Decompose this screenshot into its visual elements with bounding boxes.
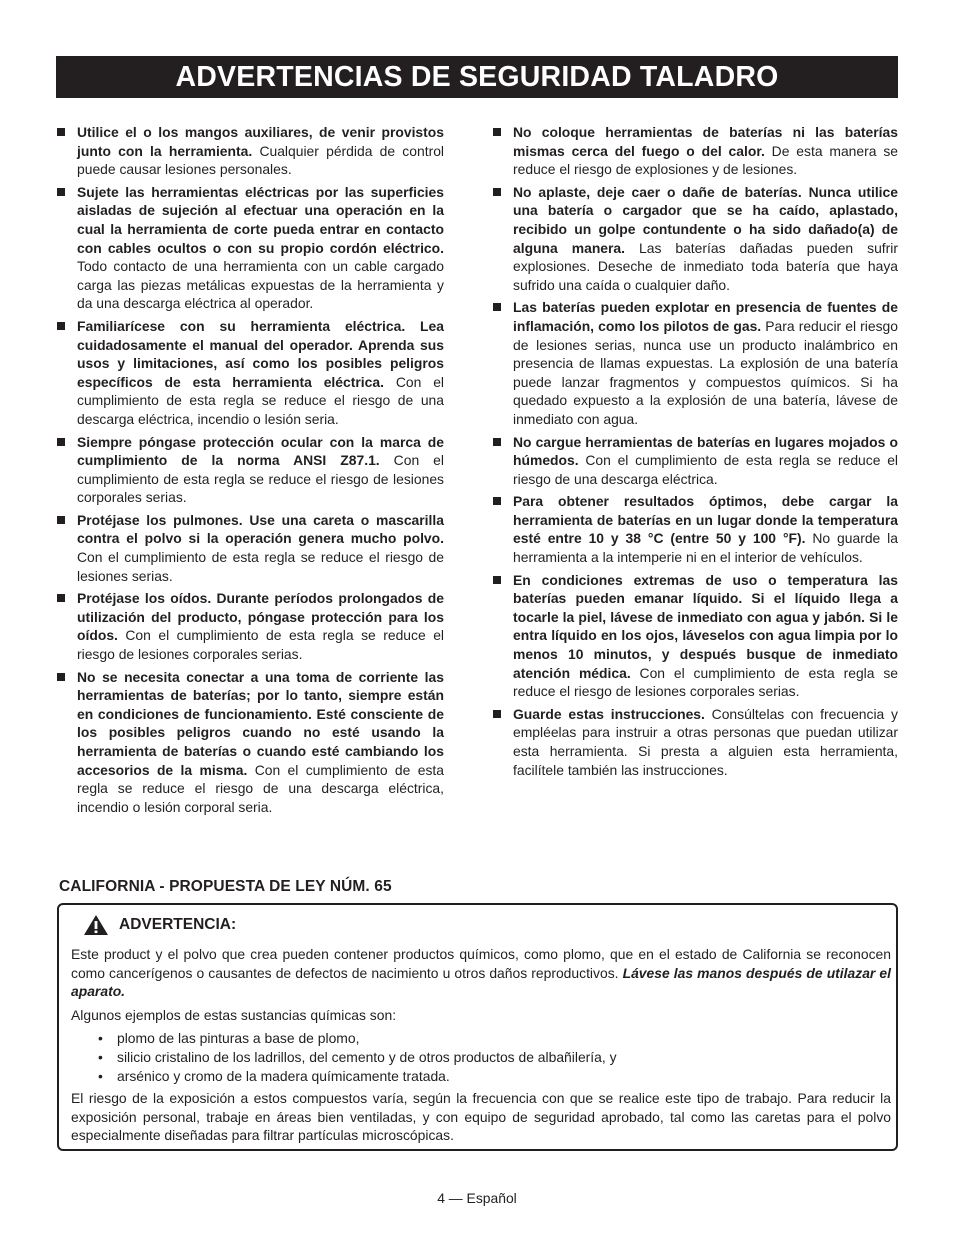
item-text: Para reducir el riesgo de lesiones serias, nunca use un producto inalámbrico en presencia de llamas expuestas. La explosión de una batería puede lanzar fragmentos y compuestos químicos. Si ha quedado expuesto a la explosión de una batería, lávese de inmediato con agua. <box>513 317 898 427</box>
item-text: Consúltelas con frecuencia y empléelas para instruir a otras personas que puedan utilizar esta herramienta. Si presta a alguien esta herramienta, facilítele también las instrucciones. <box>513 705 898 778</box>
item-bold: Familiarícese con su herramienta eléctrica. Lea cuidadosamente el manual del operador. Aprenda sus usos y limitaciones, así como los posibles peligros específicos de esta herramienta eléctrica. <box>77 317 444 390</box>
square-bullet-icon <box>493 497 501 505</box>
warning-paragraph <box>71 945 891 1001</box>
item-bold: En condiciones extremas de uso o temperatura las baterías pueden emanar líquido. Si el líquido llega a tocarle la piel, lávese de inmediato con agua y jabón. Si le entra líquido en los ojos, láveselos con agua limpia por lo menos 10 minutos, y después busque de inmediato atención médica. <box>513 571 898 681</box>
item-bold: No aplaste, deje caer o dañe de baterías. Nunca utilice una batería o cargador que se ha caído, aplastado, recibido un golpe contundente o ha sido dañado(a) de alguna manera. <box>513 183 898 256</box>
warning-emphasis: Lávese las manos después de utilazar el aparato. <box>71 964 891 1000</box>
list-item <box>56 668 444 817</box>
square-bullet-icon <box>493 438 501 446</box>
item-text: Las baterías dañadas pueden sufrir explosiones. Deseche de inmediato toda batería que haya sufrido una caída o cualquier daño. <box>513 239 898 293</box>
warning-body <box>71 945 891 1150</box>
square-bullet-icon <box>493 710 501 718</box>
warning-box <box>57 903 898 1151</box>
square-bullet-icon <box>57 322 65 330</box>
bullet-dot-icon: • <box>98 1067 103 1084</box>
list-item <box>56 317 444 429</box>
square-bullet-icon <box>57 438 65 446</box>
bullet-dot-icon: • <box>98 1048 103 1065</box>
warning-triangle-icon <box>83 914 109 936</box>
examples-intro: Algunos ejemplos de estas sustancias químicas son: <box>71 1006 397 1023</box>
right-column <box>492 123 898 783</box>
page-title <box>56 56 898 98</box>
warning-header <box>83 914 236 936</box>
item-text: Con el cumplimiento de esta regla se reduce el riesgo de lesiones corporales serias. <box>513 664 898 700</box>
item-text: Con el cumplimiento de esta regla se reduce el riesgo de una descarga eléctrica, incendio o lesión corporal seria. <box>77 761 444 815</box>
left-column <box>56 123 444 820</box>
item-text: De esta manera se reduce el riesgo de explosiones y de lesiones. <box>513 142 898 178</box>
square-bullet-icon <box>57 188 65 196</box>
item-bold: No se necesita conectar a una toma de corriente las herramientas de baterías; por lo tanto, siempre están en condiciones de funcionamiento. Esté consciente de los posibles peligros cuando no esté usando la herramienta de baterías o cuando esté cambiando los accesorios de la misma. <box>77 668 444 778</box>
list-item <box>71 1029 891 1048</box>
california-section-title: CALIFORNIA - PROPUESTA DE LEY NÚM. 65 <box>59 878 392 895</box>
item-bold: Siempre póngase protección ocular con la marca de cumplimiento de la norma ANSI Z87.1. <box>77 433 444 469</box>
item-text: Cualquier pérdida de control puede causar lesiones personales. <box>77 142 445 178</box>
square-bullet-icon <box>493 303 501 311</box>
warning-label: ADVERTENCIA: <box>119 916 237 933</box>
item-text: Con el cumplimiento de esta regla se reduce el riesgo de lesiones corporales serias. <box>77 452 444 506</box>
item-bold: No cargue herramientas de baterías en lugares mojados o húmedos. <box>513 433 898 469</box>
item-text: Con el cumplimiento de esta regla se reduce el riesgo de lesiones corporales serias. <box>77 627 444 663</box>
list-item <box>492 123 898 179</box>
list-item <box>56 589 444 663</box>
item-bold: Para obtener resultados óptimos, debe cargar la herramienta de baterías en un lugar donde la temperatura esté entre 10 y 38 °C (entre 50 y 100 °F). <box>513 493 898 547</box>
list-item <box>492 492 898 566</box>
page-title-text: ADVERTENCIAS DE SEGURIDAD TALADRO <box>175 60 779 93</box>
list-item <box>56 183 444 313</box>
item-bold: Las baterías pueden explotar en presencia de fuentes de inflamación, como los pilotos de gas. <box>513 299 898 334</box>
list-item-text: arsénico y cromo de la madera químicamente tratada. <box>117 1067 450 1084</box>
item-text: Todo contacto de una herramienta con un cable cargado carga las piezas metálicas expuestas de la herramienta y da una descarga eléctrica al operador. <box>77 258 444 312</box>
list-item <box>492 433 898 489</box>
item-text: Con el cumplimiento de esta regla se reduce el riesgo de lesiones serias. <box>77 549 444 584</box>
list-item <box>71 1048 891 1067</box>
list-item <box>56 433 444 507</box>
square-bullet-icon <box>57 594 65 602</box>
item-text: No guarde la herramienta a la intemperie ni en el interior de vehículos. <box>513 530 898 566</box>
list-item <box>56 123 444 179</box>
exposure-paragraph: El riesgo de la exposición a estos compuestos varía, según la frecuencia con que se realice este tipo de trabajo. Para reducir la exposición personal, trabaje en áreas bien ventiladas, y con equipo de seguridad aprobado, tal como las caretas para el polvo especialmente diseñadas para filtrar partículas microscópicas. <box>71 1090 891 1144</box>
list-item <box>492 298 898 428</box>
square-bullet-icon <box>57 128 65 136</box>
square-bullet-icon <box>493 576 501 584</box>
examples-list <box>71 1029 891 1085</box>
list-item-text: silicio cristalino de los ladrillos, del cemento y de otros productos de albañilería, y <box>117 1048 617 1065</box>
list-item <box>492 183 898 295</box>
page-number: 4 — Español <box>437 1190 517 1206</box>
bullet-dot-icon: • <box>98 1030 103 1047</box>
item-text: Con el cumplimiento de esta regla se reduce el riesgo de una descarga eléctrica. <box>513 452 898 487</box>
warning-text: Este product y el polvo que crea pueden contener productos químicos, como plomo, que en el estado de California se reconocen como cancerígenos o causantes de defectos de nacimiento u otros daños reproductivos. <box>71 946 891 981</box>
square-bullet-icon <box>493 188 501 196</box>
list-item-text: plomo de las pinturas a base de plomo, <box>117 1030 360 1047</box>
square-bullet-icon <box>57 516 65 524</box>
item-bold: Protéjase los oídos. Durante períodos prolongados de utilización del producto, póngase protección para los oídos. <box>77 590 444 644</box>
item-bold: No coloque herramientas de baterías ni las baterías mismas cerca del fuego o del calor. <box>513 124 898 159</box>
list-item <box>56 511 444 585</box>
item-bold: Protéjase los pulmones. Use una careta o mascarilla contra el polvo si la operación genera mucho polvo. <box>77 511 444 547</box>
list-item <box>492 705 898 779</box>
item-bold: Sujete las herramientas eléctricas por las superficies aisladas de sujeción al efectuar una operación en la cual la herramienta de corte pueda entrar en contacto con cables ocultos o con su propio cordón eléctrico. <box>77 183 444 256</box>
list-item <box>492 571 898 701</box>
item-text: Con el cumplimiento de esta regla se reduce el riesgo de una descarga eléctrica, incendio o lesión seria. <box>77 373 445 427</box>
list-item <box>71 1067 891 1086</box>
square-bullet-icon <box>493 128 501 136</box>
item-bold: Guarde estas instrucciones. <box>513 705 705 722</box>
square-bullet-icon <box>57 673 65 681</box>
item-bold: Utilice el o los mangos auxiliares, de venir provistos junto con la herramienta. <box>77 124 444 159</box>
